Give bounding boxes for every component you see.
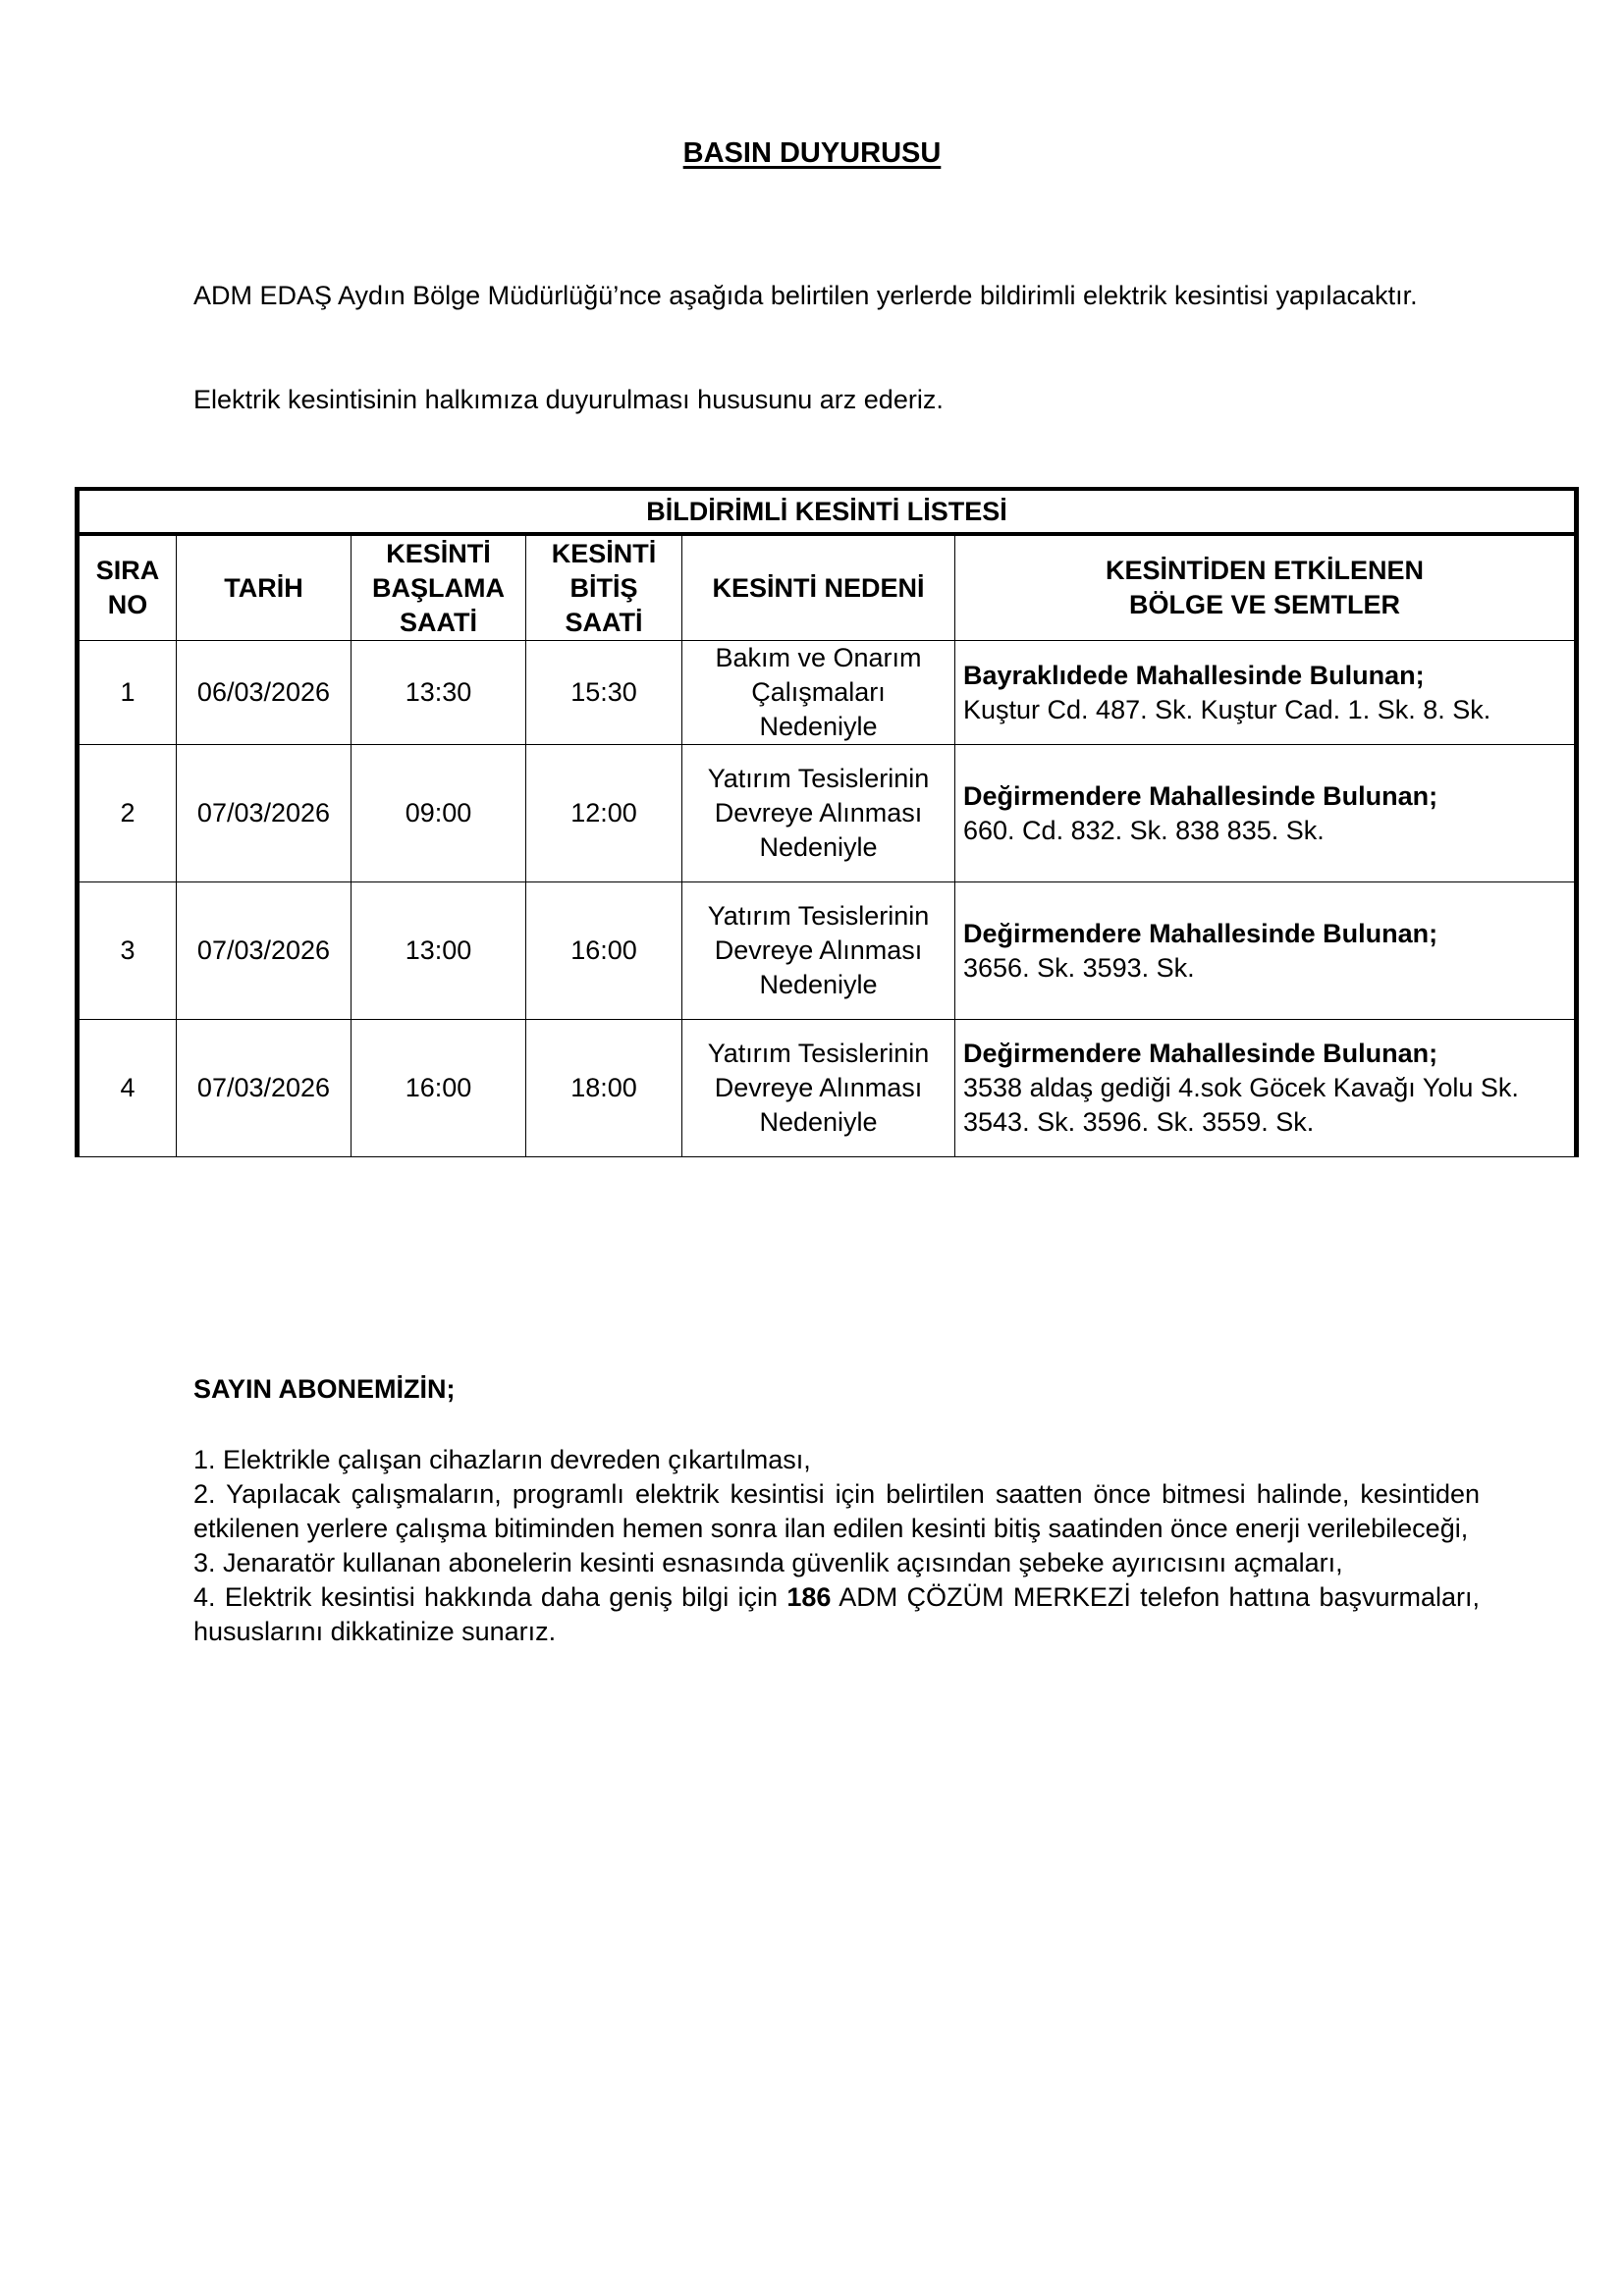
cell-no: 1	[78, 641, 177, 745]
cell-date: 07/03/2026	[177, 745, 352, 882]
cell-end: 15:30	[526, 641, 682, 745]
header-kesinti-nedeni: KESİNTİ NEDENİ	[682, 534, 955, 641]
notice-item-prefix: 4. Elektrik kesintisi hakkında daha geniş bilgi için	[193, 1582, 787, 1612]
cell-area	[955, 1020, 1577, 1157]
notice-item: 3. Jenaratör kullanan abonelerin kesinti esnasında güvenlik açısından şebeke ayırıcısını açmaları,	[193, 1548, 1343, 1577]
intro-paragraph: ADM EDAŞ Aydın Bölge Müdürlüğü’nce aşağıda belirtilen yerlerde bildirimli elektrik kesintisi yapılacaktır.	[193, 281, 1418, 310]
cell-no: 4	[78, 1020, 177, 1157]
document-title	[0, 137, 1624, 170]
area-title: Değirmendere Mahallesinde Bulunan;	[963, 918, 1438, 948]
notice-list	[193, 1443, 1480, 1649]
cell-reason: Yatırım Tesislerinin Devreye Alınması Nedeniyle	[682, 1020, 955, 1157]
cell-start: 09:00	[352, 745, 526, 882]
table-title-row	[78, 489, 1577, 534]
hotline-number: 186	[786, 1582, 832, 1612]
notice-item-suffix: ADM ÇÖZÜM MERKEZİ telefon hattına başvurmaları, hususlarını dikkatinize sunarız.	[193, 1582, 1481, 1646]
cell-end: 12:00	[526, 745, 682, 882]
cell-no: 3	[78, 882, 177, 1020]
cell-reason: Yatırım Tesislerinin Devreye Alınması Nedeniyle	[682, 745, 955, 882]
document-title-text: BASIN DUYURUSU	[682, 137, 942, 169]
area-title: Bayraklıdede Mahallesinde Bulunan;	[963, 660, 1425, 690]
table-row	[78, 641, 1577, 745]
notice-heading: SAYIN ABONEMİZİN;	[193, 1374, 456, 1404]
outage-table	[75, 487, 1579, 1157]
cell-date: 06/03/2026	[177, 641, 352, 745]
notice-item	[193, 1580, 1480, 1649]
cell-area	[955, 745, 1577, 882]
table-title: BİLDİRİMLİ KESİNTİ LİSTESİ	[78, 489, 1577, 534]
cell-no: 2	[78, 745, 177, 882]
cell-end: 16:00	[526, 882, 682, 1020]
header-sira-no: SIRA NO	[78, 534, 177, 641]
table-header-row	[78, 534, 1577, 641]
request-paragraph: Elektrik kesintisinin halkımıza duyurulması hususunu arz ederiz.	[193, 385, 944, 414]
notice-item: 2. Yapılacak çalışmaların, programlı elektrik kesintisi için belirtilen saatten önce bitmesi halinde, kesintiden etkilenen yerlere çalışma bitiminden hemen sonra ilan edilen kesinti bitiş saatinden önce enerji verilebileceği,	[193, 1479, 1480, 1543]
header-etkilenen-bolge: KESİNTİDEN ETKİLENEN BÖLGE VE SEMTLER	[955, 534, 1577, 641]
area-title: Değirmendere Mahallesinde Bulunan;	[963, 780, 1438, 811]
notice-item: 1. Elektrikle çalışan cihazların devreden çıkartılması,	[193, 1445, 811, 1474]
table-row	[78, 745, 1577, 882]
cell-date: 07/03/2026	[177, 1020, 352, 1157]
header-bitis-saati: KESİNTİ BİTİŞ SAATİ	[526, 534, 682, 641]
area-title: Değirmendere Mahallesinde Bulunan;	[963, 1039, 1438, 1068]
cell-area	[955, 641, 1577, 745]
cell-start: 13:00	[352, 882, 526, 1020]
cell-start: 13:30	[352, 641, 526, 745]
cell-date: 07/03/2026	[177, 882, 352, 1020]
cell-area	[955, 882, 1577, 1020]
table-row	[78, 1020, 1577, 1157]
header-baslama-saati: KESİNTİ BAŞLAMA SAATİ	[352, 534, 526, 641]
cell-end: 18:00	[526, 1020, 682, 1157]
area-detail: 3656. Sk. 3593. Sk.	[963, 952, 1195, 983]
area-detail: 3538 aldaş gediği 4.sok Göcek Kavağı Yolu Sk. 3543. Sk. 3596. Sk. 3559. Sk.	[963, 1073, 1519, 1137]
cell-start: 16:00	[352, 1020, 526, 1157]
table-row	[78, 882, 1577, 1020]
cell-reason: Yatırım Tesislerinin Devreye Alınması Nedeniyle	[682, 882, 955, 1020]
area-detail: Kuştur Cd. 487. Sk. Kuştur Cad. 1. Sk. 8. Sk.	[963, 694, 1491, 724]
header-tarih: TARİH	[177, 534, 352, 641]
area-detail: 660. Cd. 832. Sk. 838 835. Sk.	[963, 815, 1325, 845]
cell-reason: Bakım ve Onarım Çalışmaları Nedeniyle	[682, 641, 955, 745]
